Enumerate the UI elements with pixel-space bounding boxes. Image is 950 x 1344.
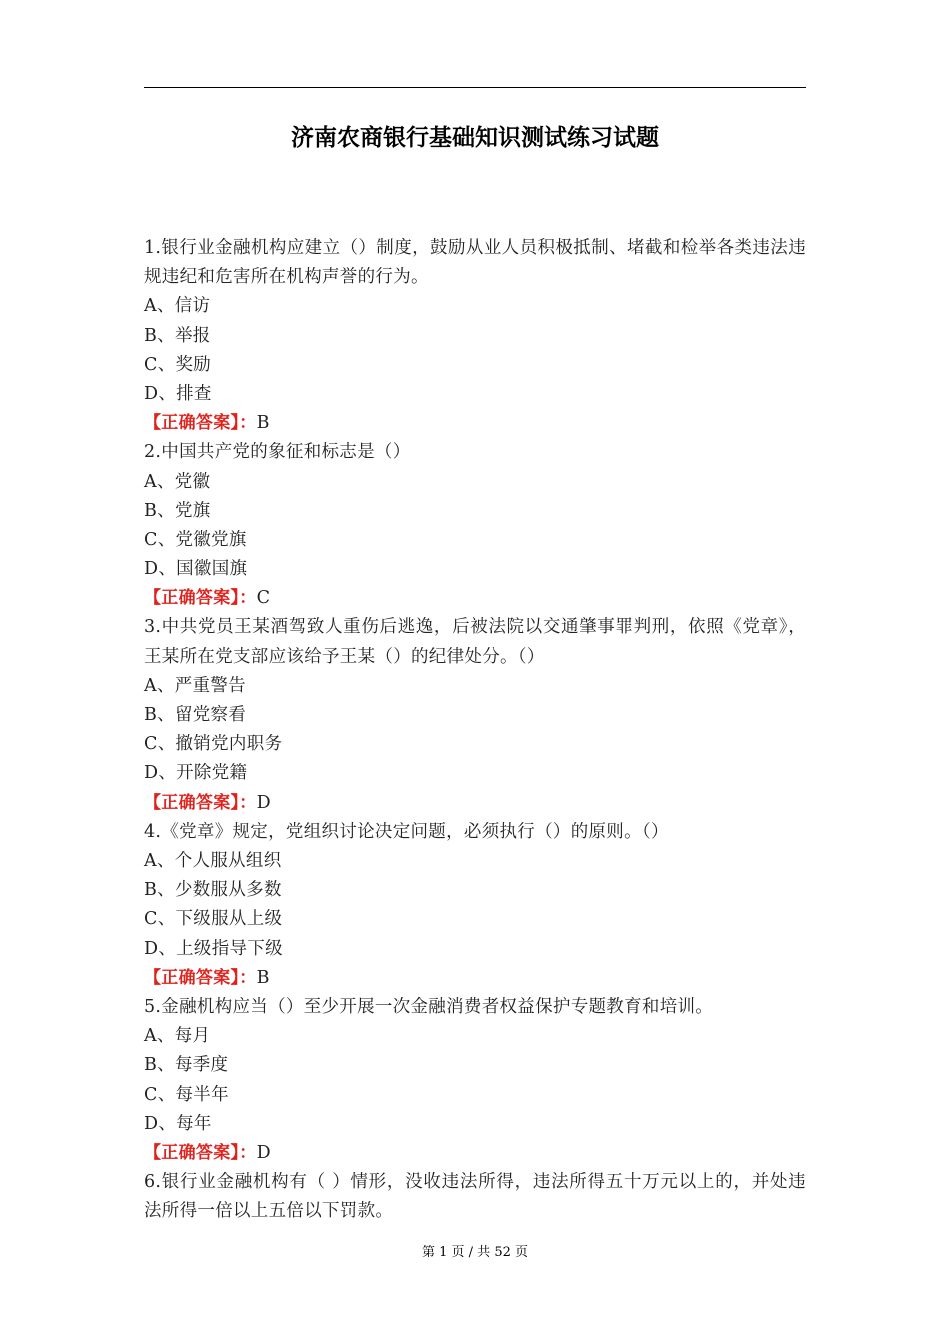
option-c: C、下级服从上级	[144, 909, 283, 930]
question-block	[144, 438, 806, 613]
question-text: 3.中共党员王某酒驾致人重伤后逃逸，后被法院以交通肇事罪判刑，依照《党章》，王某所在党支部应该给予王某（）的纪律处分。（）	[144, 617, 806, 667]
option-b: B、留党察看	[144, 705, 247, 726]
question-block	[144, 993, 806, 1168]
option-b: B、党旗	[144, 500, 211, 521]
question-text: 6.银行业金融机构有（ ）情形，没收违法所得，违法所得五十万元以上的，并处违法所得一倍以上五倍以下罚款。	[144, 1172, 806, 1222]
option-b: B、每季度	[144, 1055, 229, 1076]
question-text: 5.金融机构应当（）至少开展一次金融消费者权益保护专题教育和培训。	[144, 996, 714, 1017]
question-block	[144, 1168, 806, 1226]
option-c: C、奖励	[144, 354, 212, 375]
option-a: A、党徽	[144, 471, 211, 492]
answer-value: B	[256, 967, 270, 988]
option-d: D、国徽国旗	[144, 559, 248, 580]
option-d: D、开除党籍	[144, 763, 248, 784]
answer-value: B	[256, 413, 270, 434]
header-rule	[144, 87, 806, 88]
option-b: B、举报	[144, 325, 211, 346]
question-block	[144, 613, 806, 817]
option-c: C、每半年	[144, 1084, 229, 1105]
answer-label: 【正确答案】：	[144, 588, 257, 609]
question-text: 4.《党章》规定，党组织讨论决定问题，必须执行（）的原则。（）	[144, 821, 669, 842]
answer-line	[144, 964, 806, 993]
option-c: C、党徽党旗	[144, 529, 247, 550]
answer-line	[144, 409, 806, 438]
answer-value: C	[256, 588, 271, 609]
answer-line	[144, 1139, 806, 1168]
option-a: A、信访	[144, 296, 211, 317]
answer-value: D	[256, 792, 271, 813]
answer-line	[144, 789, 806, 818]
answer-value: D	[256, 1142, 271, 1163]
answer-label: 【正确答案】：	[144, 413, 257, 434]
answer-label: 【正确答案】：	[144, 792, 257, 813]
option-d: D、排查	[144, 383, 212, 404]
option-a: A、严重警告	[144, 675, 246, 696]
question-list	[144, 234, 806, 1227]
question-text: 1.银行业金融机构应建立（）制度，鼓励从业人员积极抵制、堵截和检举各类违法违规违纪和危害所在机构声誉的行为。	[144, 238, 806, 288]
option-d: D、每年	[144, 1113, 212, 1134]
answer-line	[144, 584, 806, 613]
page-footer: 第 1 页 / 共 52 页	[422, 1245, 528, 1260]
option-b: B、少数服从多数	[144, 880, 282, 901]
option-c: C、撤销党内职务	[144, 734, 283, 755]
question-block	[144, 234, 806, 438]
option-a: A、每月	[144, 1026, 211, 1047]
answer-label: 【正确答案】：	[144, 1142, 257, 1163]
option-a: A、个人服从组织	[144, 851, 282, 872]
document-title: 济南农商银行基础知识测试练习试题	[291, 124, 659, 151]
question-block	[144, 818, 806, 993]
answer-label: 【正确答案】：	[144, 967, 257, 988]
question-text: 2.中国共产党的象征和标志是（）	[144, 442, 411, 463]
option-d: D、上级指导下级	[144, 938, 283, 959]
